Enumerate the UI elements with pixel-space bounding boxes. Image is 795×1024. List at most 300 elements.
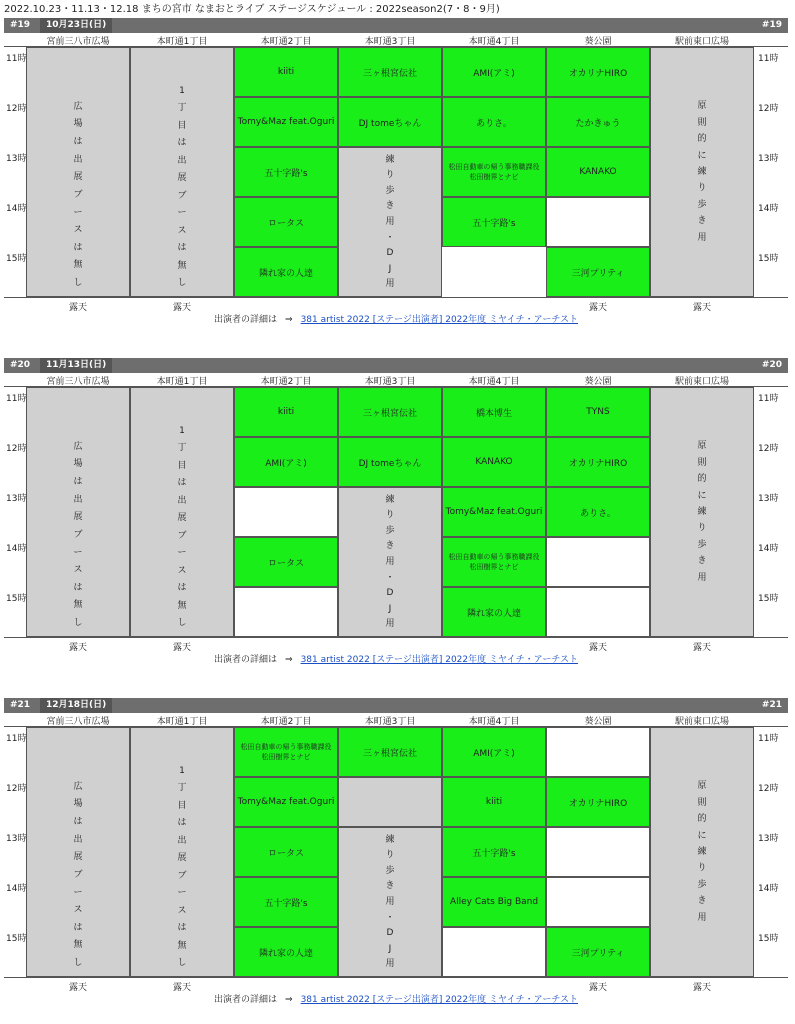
vertical-char: 的 xyxy=(697,814,707,825)
arrow-icon: ⇒ xyxy=(285,995,293,1005)
roten-label: 露天 xyxy=(588,303,607,313)
hour-label: 11時 xyxy=(6,394,27,404)
roten-label: 露天 xyxy=(692,983,711,993)
vertical-char: 丁 xyxy=(177,443,187,454)
vertical-char: J xyxy=(388,943,392,954)
performer-name: DJ tomeちゃん xyxy=(358,458,422,469)
vertical-char: し xyxy=(177,618,187,629)
slot-cell xyxy=(442,387,546,437)
column-header: 宮前三八市広場 xyxy=(46,37,110,47)
vertical-char: 目 xyxy=(177,120,187,131)
block-header xyxy=(4,18,788,33)
slot-cell xyxy=(338,47,442,97)
vertical-char: は xyxy=(177,583,187,594)
roten-label: 露天 xyxy=(68,983,87,993)
column-header: 駅前東口広場 xyxy=(674,37,729,47)
closed-area-col1 xyxy=(130,47,234,297)
vertical-char: 的 xyxy=(697,474,707,485)
vertical-char: ・ xyxy=(385,912,395,923)
vertical-char: り xyxy=(385,510,395,521)
vertical-char: 1 xyxy=(179,765,185,776)
performer-name: 三ヶ根宮伝社 xyxy=(362,748,417,759)
vertical-char: ス xyxy=(177,905,187,916)
performer-name: 三河プリティ xyxy=(571,948,625,959)
vertical-char: は xyxy=(73,477,83,488)
vertical-char: は xyxy=(177,478,187,489)
link-prefix: 出演者の詳細は xyxy=(214,315,278,325)
vertical-char: き xyxy=(697,216,707,227)
hour-label-right: 12時 xyxy=(758,104,779,114)
performer-name: Alley Cats Big Band xyxy=(449,897,539,907)
block-number-right: #21 xyxy=(761,700,782,710)
vertical-char: 展 xyxy=(177,513,187,524)
vertical-char: り xyxy=(385,850,395,861)
column-headers xyxy=(4,33,788,46)
slot-cell xyxy=(442,727,546,777)
vertical-char: ー xyxy=(177,888,187,899)
closed-area-col0 xyxy=(26,727,130,977)
slot-cell xyxy=(442,437,546,487)
performer-name: 隣れ家の人達 xyxy=(258,948,313,959)
vertical-char: 無 xyxy=(73,260,83,271)
column-headers xyxy=(4,373,788,386)
performer-name: KANAKO xyxy=(475,457,513,467)
vertical-char: 歩 xyxy=(385,525,395,536)
slot-cell xyxy=(546,777,650,827)
vertical-char: 丁 xyxy=(177,103,187,114)
vertical-char: 歩 xyxy=(697,879,707,890)
schedule-grid xyxy=(4,386,788,638)
vertical-char: に xyxy=(697,490,707,501)
vertical-char: ー xyxy=(73,207,83,218)
hour-label: 11時 xyxy=(6,734,27,744)
hour-label-right: 15時 xyxy=(758,934,779,944)
slot-cell xyxy=(442,537,546,587)
performer-name: 五十字路's xyxy=(472,848,516,859)
performer-name: たかきゅう xyxy=(575,118,621,129)
vertical-char: 用 xyxy=(385,279,395,290)
vertical-char: J xyxy=(388,603,392,614)
slot-cell xyxy=(234,927,338,977)
dj-area-col3 xyxy=(338,487,442,637)
vertical-char: 則 xyxy=(697,457,707,468)
performer-name: kiiti xyxy=(485,797,503,807)
hour-label: 13時 xyxy=(6,154,27,164)
closed-area-col6 xyxy=(650,727,754,977)
slot-cell xyxy=(234,147,338,197)
artist-link[interactable]: 381 artist 2022 [ステージ出演者] 2022年度 ミヤイチ・アーチスト xyxy=(300,315,578,325)
vertical-char: き xyxy=(385,201,395,212)
performer-name: ロータス xyxy=(267,848,304,859)
slot-cell xyxy=(234,727,338,777)
vertical-char: し xyxy=(73,958,83,969)
vertical-char: 原 xyxy=(697,101,707,112)
vertical-char: D xyxy=(386,588,394,599)
slot-cell xyxy=(234,387,338,437)
vertical-char: ー xyxy=(177,208,187,219)
slot-cell xyxy=(338,777,442,827)
performer-name: AMI(アミ) xyxy=(473,68,515,79)
performer-name: 松田自動車の帰う事務職課役 xyxy=(448,553,540,561)
column-header: 本町通4丁目 xyxy=(468,717,520,727)
hour-label-right: 11時 xyxy=(758,394,779,404)
block-date: 10月23日(日) xyxy=(40,18,112,33)
hour-label: 13時 xyxy=(6,494,27,504)
column-header: 葵公園 xyxy=(584,37,612,47)
performer-name: オカリナHIRO xyxy=(568,68,628,79)
vertical-char: 練 xyxy=(697,846,707,857)
hour-label: 12時 xyxy=(6,784,27,794)
slot-cell xyxy=(546,247,650,297)
performer-name: Tomy&Maz feat.Oguri xyxy=(445,507,543,517)
vertical-char: 練 xyxy=(385,834,395,845)
performer-name: 五十字路's xyxy=(264,898,308,909)
hour-label: 13時 xyxy=(6,834,27,844)
roten-label: 露天 xyxy=(68,303,87,313)
slot-cell xyxy=(546,147,650,197)
vertical-char: ス xyxy=(177,225,187,236)
hour-label-right: 13時 xyxy=(758,834,779,844)
vertical-char: し xyxy=(177,958,187,969)
block-number-right: #20 xyxy=(761,360,782,370)
link-prefix: 出演者の詳細は xyxy=(214,655,278,665)
slot-cell xyxy=(546,927,650,977)
vertical-char: き xyxy=(697,556,707,567)
vertical-char: に xyxy=(697,150,707,161)
closed-area-col1 xyxy=(130,387,234,637)
slot-cell xyxy=(546,97,650,147)
vertical-char: ブ xyxy=(177,190,187,201)
vertical-char: 広 xyxy=(73,441,83,452)
hour-label-right: 11時 xyxy=(758,54,779,64)
vertical-char: ・ xyxy=(385,572,395,583)
vertical-char: ス xyxy=(73,905,83,916)
block-number-right: #19 xyxy=(761,20,782,30)
vertical-char: 無 xyxy=(177,940,187,951)
artist-link-line xyxy=(4,992,788,1006)
performer-name: Tomy&Maz feat.Oguri xyxy=(237,797,335,807)
column-header: 本町通3丁目 xyxy=(364,717,416,727)
vertical-char: 出 xyxy=(73,154,83,165)
hour-label: 14時 xyxy=(6,544,27,554)
vertical-char: 展 xyxy=(73,512,83,523)
slot-cell xyxy=(234,587,338,637)
roten-label: 露天 xyxy=(172,303,191,313)
slot-cell xyxy=(442,147,546,197)
vertical-char: ブ xyxy=(177,530,187,541)
roten-label: 露天 xyxy=(588,643,607,653)
block-footer xyxy=(4,298,788,312)
hour-label: 15時 xyxy=(6,254,27,264)
vertical-char: 練 xyxy=(697,506,707,517)
slot-cell xyxy=(234,537,338,587)
hour-label-right: 12時 xyxy=(758,444,779,454)
vertical-char: 用 xyxy=(385,959,395,970)
column-header: 本町通1丁目 xyxy=(156,717,208,727)
vertical-char: き xyxy=(697,896,707,907)
page-title: 2022.10.23・11.13・12.18 まちの宮市 なまおとライブ ステージスケジュール : 2022season2(7・8・9月) xyxy=(4,4,500,15)
slot-cell xyxy=(234,47,338,97)
vertical-char: 則 xyxy=(697,117,707,128)
vertical-char: 無 xyxy=(73,600,83,611)
hour-label: 12時 xyxy=(6,104,27,114)
vertical-char: ー xyxy=(73,547,83,558)
vertical-char: 展 xyxy=(73,852,83,863)
slot-cell xyxy=(546,587,650,637)
column-header: 本町通1丁目 xyxy=(156,37,208,47)
artist-link-line xyxy=(4,312,788,326)
hour-label: 15時 xyxy=(6,594,27,604)
performer-name: kiiti xyxy=(277,407,295,417)
vertical-char: 歩 xyxy=(385,865,395,876)
column-header: 駅前東口広場 xyxy=(674,717,729,727)
slot-cell xyxy=(234,877,338,927)
slot-cell xyxy=(234,487,338,537)
slot-cell xyxy=(546,827,650,877)
vertical-char: J xyxy=(388,263,392,274)
slot-cell xyxy=(546,387,650,437)
slot-cell xyxy=(546,877,650,927)
block-number: #19 xyxy=(10,20,31,30)
slot-cell xyxy=(546,197,650,247)
column-header: 宮前三八市広場 xyxy=(46,717,110,727)
vertical-char: 用 xyxy=(385,556,395,567)
column-header: 駅前東口広場 xyxy=(674,377,729,387)
hour-label-right: 12時 xyxy=(758,784,779,794)
schedule-block xyxy=(4,358,788,666)
arrow-icon: ⇒ xyxy=(285,315,293,325)
vertical-char: し xyxy=(73,618,83,629)
vertical-char: 用 xyxy=(385,896,395,907)
vertical-char: 無 xyxy=(73,940,83,951)
column-header: 本町通2丁目 xyxy=(260,717,312,727)
block-date: 11月13日(日) xyxy=(40,358,112,373)
vertical-char: り xyxy=(385,170,395,181)
roten-label: 露天 xyxy=(68,643,87,653)
vertical-char: 出 xyxy=(73,494,83,505)
vertical-char: ス xyxy=(73,225,83,236)
vertical-char: 出 xyxy=(177,495,187,506)
column-header: 宮前三八市広場 xyxy=(46,377,110,387)
vertical-char: 目 xyxy=(177,460,187,471)
closed-area-col0 xyxy=(26,387,130,637)
block-date: 12月18日(日) xyxy=(40,698,112,713)
vertical-char: 出 xyxy=(177,835,187,846)
performer-name: TYNS xyxy=(586,407,610,417)
hour-label-right: 11時 xyxy=(758,734,779,744)
vertical-char: り xyxy=(697,523,707,534)
column-header: 本町通2丁目 xyxy=(260,377,312,387)
slot-cell xyxy=(546,487,650,537)
slot-cell xyxy=(442,197,546,247)
vertical-char: は xyxy=(73,922,83,933)
slot-cell xyxy=(338,387,442,437)
vertical-char: は xyxy=(177,138,187,149)
vertical-char: ブ xyxy=(73,189,83,200)
closed-area-col0 xyxy=(26,47,130,297)
vertical-char: ー xyxy=(73,887,83,898)
vertical-char: ブ xyxy=(73,869,83,880)
hour-label-right: 14時 xyxy=(758,204,779,214)
schedule-block xyxy=(4,698,788,1006)
performer-name: 松田自動車の帰う事務職課役 xyxy=(240,743,332,751)
vertical-char: し xyxy=(73,278,83,289)
block-footer xyxy=(4,638,788,652)
vertical-char: は xyxy=(177,243,187,254)
vertical-char: り xyxy=(697,183,707,194)
vertical-char: 則 xyxy=(697,797,707,808)
hour-label: 14時 xyxy=(6,884,27,894)
slot-cell xyxy=(234,197,338,247)
performer-name: kiiti xyxy=(277,67,295,77)
slot-cell xyxy=(442,97,546,147)
vertical-char: 歩 xyxy=(697,199,707,210)
vertical-char: 歩 xyxy=(385,185,395,196)
slot-cell xyxy=(234,437,338,487)
vertical-char: 用 xyxy=(697,912,707,923)
slot-cell xyxy=(338,727,442,777)
slot-cell xyxy=(234,777,338,827)
slot-cell xyxy=(234,97,338,147)
performer-name: 橋本博生 xyxy=(475,408,512,419)
vertical-char: 1 xyxy=(179,425,185,436)
vertical-char: に xyxy=(697,830,707,841)
slot-cell xyxy=(442,777,546,827)
roten-label: 露天 xyxy=(692,303,711,313)
vertical-char: き xyxy=(385,881,395,892)
performer-name: 松田樹界とナビ xyxy=(469,563,519,571)
performer-name: AMI(アミ) xyxy=(265,458,307,469)
arrow-icon: ⇒ xyxy=(285,655,293,665)
vertical-char: 広 xyxy=(73,781,83,792)
vertical-char: 展 xyxy=(177,853,187,864)
performer-name: オカリナHIRO xyxy=(568,458,628,469)
vertical-char: 場 xyxy=(73,119,83,130)
slot-cell xyxy=(546,537,650,587)
vertical-char: は xyxy=(177,923,187,934)
slot-cell xyxy=(546,437,650,487)
vertical-char: は xyxy=(73,242,83,253)
dj-area-col3 xyxy=(338,827,442,977)
vertical-char: 練 xyxy=(385,154,395,165)
block-header xyxy=(4,358,788,373)
schedule-grid xyxy=(4,726,788,978)
artist-link[interactable]: 381 artist 2022 [ステージ出演者] 2022年度 ミヤイチ・アーチスト xyxy=(300,995,578,1005)
vertical-char: は xyxy=(73,582,83,593)
vertical-char: 出 xyxy=(73,834,83,845)
slot-cell xyxy=(338,437,442,487)
vertical-char: 練 xyxy=(385,494,395,505)
artist-link[interactable]: 381 artist 2022 [ステージ出演者] 2022年度 ミヤイチ・アーチスト xyxy=(300,655,578,665)
vertical-char: 歩 xyxy=(697,539,707,550)
vertical-char: 場 xyxy=(73,799,83,810)
column-header: 葵公園 xyxy=(584,377,612,387)
performer-name: ロータス xyxy=(267,218,304,229)
roten-label: 露天 xyxy=(588,983,607,993)
roten-label: 露天 xyxy=(172,983,191,993)
block-header xyxy=(4,698,788,713)
schedule-block xyxy=(4,18,788,326)
vertical-char: 展 xyxy=(177,173,187,184)
column-header: 本町通3丁目 xyxy=(364,377,416,387)
vertical-char: 目 xyxy=(177,800,187,811)
slot-cell xyxy=(234,247,338,297)
vertical-char: は xyxy=(177,818,187,829)
vertical-char: 練 xyxy=(697,166,707,177)
performer-name: 三ヶ根宮伝社 xyxy=(362,408,417,419)
vertical-char: 用 xyxy=(697,232,707,243)
vertical-char: 広 xyxy=(73,101,83,112)
performer-name: 松田樹界とナビ xyxy=(261,753,311,761)
vertical-char: 展 xyxy=(73,172,83,183)
slot-cell xyxy=(442,827,546,877)
slot-cell xyxy=(442,927,546,977)
vertical-char: は xyxy=(73,137,83,148)
vertical-char: 出 xyxy=(177,155,187,166)
slot-cell xyxy=(234,827,338,877)
vertical-char: 用 xyxy=(385,216,395,227)
hour-label: 11時 xyxy=(6,54,27,64)
block-footer xyxy=(4,978,788,992)
performer-name: ありさ。 xyxy=(580,508,616,519)
hour-label-right: 15時 xyxy=(758,254,779,264)
vertical-char: 用 xyxy=(697,572,707,583)
performer-name: 松田自動車の帰う事務職課役 xyxy=(448,163,540,171)
performer-name: AMI(アミ) xyxy=(473,748,515,759)
closed-area-col6 xyxy=(650,387,754,637)
hour-label: 12時 xyxy=(6,444,27,454)
performer-name: DJ tomeちゃん xyxy=(358,118,422,129)
link-prefix: 出演者の詳細は xyxy=(214,995,278,1005)
vertical-char: 場 xyxy=(73,459,83,470)
vertical-char: ー xyxy=(177,548,187,559)
vertical-char: D xyxy=(386,248,394,259)
performer-name: 隣れ家の人達 xyxy=(258,268,313,279)
vertical-char: 原 xyxy=(697,441,707,452)
artist-link-line xyxy=(4,652,788,666)
column-headers xyxy=(4,713,788,726)
vertical-char: 無 xyxy=(177,260,187,271)
block-number: #21 xyxy=(10,700,31,710)
block-number: #20 xyxy=(10,360,31,370)
hour-label: 15時 xyxy=(6,934,27,944)
vertical-char: 原 xyxy=(697,781,707,792)
slot-cell xyxy=(442,587,546,637)
roten-label: 露天 xyxy=(692,643,711,653)
vertical-char: ブ xyxy=(177,870,187,881)
performer-name: Tomy&Maz feat.Oguri xyxy=(237,117,335,127)
vertical-char: り xyxy=(697,863,707,874)
vertical-char: 1 xyxy=(179,85,185,96)
performer-name: 隣れ家の人達 xyxy=(466,608,521,619)
performer-name: 五十字路's xyxy=(472,218,516,229)
hour-label-right: 14時 xyxy=(758,884,779,894)
vertical-char: し xyxy=(177,278,187,289)
vertical-char: は xyxy=(73,817,83,828)
vertical-char: き xyxy=(385,541,395,552)
hour-label-right: 14時 xyxy=(758,544,779,554)
vertical-char: ・ xyxy=(385,232,395,243)
column-header: 本町通4丁目 xyxy=(468,37,520,47)
column-header: 本町通1丁目 xyxy=(156,377,208,387)
column-header: 葵公園 xyxy=(584,717,612,727)
closed-area-col1 xyxy=(130,727,234,977)
schedule-grid xyxy=(4,46,788,298)
performer-name: オカリナHIRO xyxy=(568,798,628,809)
slot-cell xyxy=(442,487,546,537)
slot-cell xyxy=(546,47,650,97)
slot-cell xyxy=(338,97,442,147)
